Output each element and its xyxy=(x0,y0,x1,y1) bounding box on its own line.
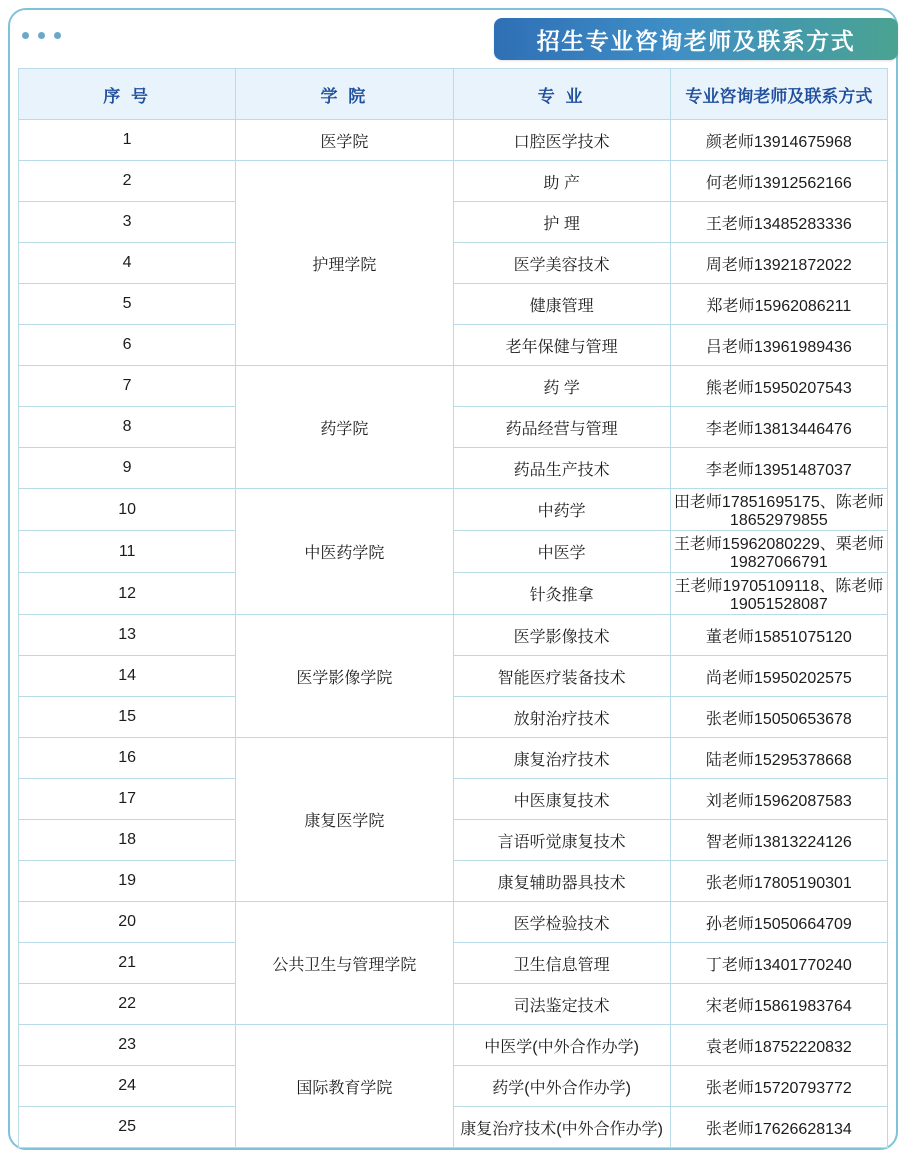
dot-3 xyxy=(54,32,61,39)
cell-teacher: 张老师15720793772 xyxy=(670,1066,887,1107)
table-row xyxy=(19,902,888,943)
cell-no: 7 xyxy=(19,366,236,407)
table-header-row xyxy=(19,69,888,120)
table-row xyxy=(19,779,888,820)
cell-teacher: 李老师13813446476 xyxy=(670,407,887,448)
table-row xyxy=(19,284,888,325)
table-row xyxy=(19,984,888,1025)
decorative-dots xyxy=(22,32,61,39)
table-row xyxy=(19,820,888,861)
cell-major: 智能医疗装备技术 xyxy=(453,656,670,697)
cell-teacher: 熊老师15950207543 xyxy=(670,366,887,407)
cell-no: 17 xyxy=(19,779,236,820)
table-header xyxy=(19,69,888,120)
column-header-college: 学 院 xyxy=(236,69,453,120)
cell-college: 国际教育学院 xyxy=(236,1025,453,1148)
cell-major: 中医康复技术 xyxy=(453,779,670,820)
cell-no: 20 xyxy=(19,902,236,943)
cell-teacher: 周老师13921872022 xyxy=(670,243,887,284)
cell-teacher: 吕老师13961989436 xyxy=(670,325,887,366)
cell-no: 18 xyxy=(19,820,236,861)
title-banner xyxy=(494,18,898,60)
cell-college: 护理学院 xyxy=(236,161,453,366)
cell-no: 13 xyxy=(19,615,236,656)
cell-no: 23 xyxy=(19,1025,236,1066)
cell-college: 公共卫生与管理学院 xyxy=(236,902,453,1025)
cell-no: 16 xyxy=(19,738,236,779)
cell-teacher: 丁老师13401770240 xyxy=(670,943,887,984)
cell-no: 1 xyxy=(19,120,236,161)
cell-no: 21 xyxy=(19,943,236,984)
table-row xyxy=(19,1066,888,1107)
cell-college: 中医药学院 xyxy=(236,489,453,615)
cell-major: 中医学 xyxy=(453,531,670,573)
table-row xyxy=(19,243,888,284)
table-row xyxy=(19,573,888,615)
cell-teacher: 张老师17626628134 xyxy=(670,1107,887,1148)
cell-teacher: 郑老师15962086211 xyxy=(670,284,887,325)
table-row xyxy=(19,861,888,902)
majors-table xyxy=(18,68,888,1148)
cell-no: 9 xyxy=(19,448,236,489)
cell-teacher: 王老师19705109118、陈老师19051528087 xyxy=(670,573,887,615)
cell-major: 康复治疗技术 xyxy=(453,738,670,779)
cell-no: 25 xyxy=(19,1107,236,1148)
cell-teacher: 田老师17851695175、陈老师18652979855 xyxy=(670,489,887,531)
cell-no: 6 xyxy=(19,325,236,366)
cell-teacher: 宋老师15861983764 xyxy=(670,984,887,1025)
cell-college: 医学影像学院 xyxy=(236,615,453,738)
cell-major: 老年保健与管理 xyxy=(453,325,670,366)
cell-teacher: 张老师15050653678 xyxy=(670,697,887,738)
table-row xyxy=(19,120,888,161)
cell-teacher: 智老师13813224126 xyxy=(670,820,887,861)
cell-no: 15 xyxy=(19,697,236,738)
table-row xyxy=(19,489,888,531)
table-row xyxy=(19,1107,888,1148)
cell-major: 中药学 xyxy=(453,489,670,531)
cell-major: 司法鉴定技术 xyxy=(453,984,670,1025)
cell-major: 药品生产技术 xyxy=(453,448,670,489)
table-row xyxy=(19,407,888,448)
table-row xyxy=(19,615,888,656)
cell-major: 医学美容技术 xyxy=(453,243,670,284)
cell-major: 助 产 xyxy=(453,161,670,202)
dot-1 xyxy=(22,32,29,39)
cell-major: 中医学(中外合作办学) xyxy=(453,1025,670,1066)
column-header-no: 序 号 xyxy=(19,69,236,120)
cell-no: 10 xyxy=(19,489,236,531)
cell-no: 14 xyxy=(19,656,236,697)
cell-major: 针灸推拿 xyxy=(453,573,670,615)
cell-college: 医学院 xyxy=(236,120,453,161)
table-row xyxy=(19,448,888,489)
cell-college: 药学院 xyxy=(236,366,453,489)
cell-teacher: 尚老师15950202575 xyxy=(670,656,887,697)
cell-major: 放射治疗技术 xyxy=(453,697,670,738)
cell-major: 药学(中外合作办学) xyxy=(453,1066,670,1107)
table-row xyxy=(19,325,888,366)
cell-no: 22 xyxy=(19,984,236,1025)
table-row xyxy=(19,697,888,738)
cell-major: 药品经营与管理 xyxy=(453,407,670,448)
cell-major: 医学影像技术 xyxy=(453,615,670,656)
cell-major: 护 理 xyxy=(453,202,670,243)
column-header-teacher: 专业咨询老师及联系方式 xyxy=(670,69,887,120)
table-row xyxy=(19,656,888,697)
cell-major: 口腔医学技术 xyxy=(453,120,670,161)
cell-teacher: 王老师15962080229、栗老师19827066791 xyxy=(670,531,887,573)
cell-no: 2 xyxy=(19,161,236,202)
cell-teacher: 张老师17805190301 xyxy=(670,861,887,902)
cell-no: 12 xyxy=(19,573,236,615)
cell-no: 8 xyxy=(19,407,236,448)
column-header-major: 专 业 xyxy=(453,69,670,120)
cell-teacher: 颜老师13914675968 xyxy=(670,120,887,161)
cell-teacher: 李老师13951487037 xyxy=(670,448,887,489)
table-row xyxy=(19,202,888,243)
table-body xyxy=(19,120,888,1148)
table-row xyxy=(19,943,888,984)
cell-college: 康复医学院 xyxy=(236,738,453,902)
table-row xyxy=(19,531,888,573)
dot-2 xyxy=(38,32,45,39)
cell-major: 言语听觉康复技术 xyxy=(453,820,670,861)
cell-teacher: 孙老师15050664709 xyxy=(670,902,887,943)
page-title: 招生专业咨询老师及联系方式 xyxy=(536,27,856,54)
cell-teacher: 王老师13485283336 xyxy=(670,202,887,243)
cell-no: 5 xyxy=(19,284,236,325)
majors-table-container xyxy=(18,68,888,1148)
cell-no: 24 xyxy=(19,1066,236,1107)
cell-major: 健康管理 xyxy=(453,284,670,325)
cell-no: 19 xyxy=(19,861,236,902)
table-row xyxy=(19,366,888,407)
table-row xyxy=(19,738,888,779)
table-row xyxy=(19,161,888,202)
cell-major: 卫生信息管理 xyxy=(453,943,670,984)
table-row xyxy=(19,1025,888,1066)
cell-major: 医学检验技术 xyxy=(453,902,670,943)
cell-teacher: 董老师15851075120 xyxy=(670,615,887,656)
cell-teacher: 陆老师15295378668 xyxy=(670,738,887,779)
cell-major: 康复治疗技术(中外合作办学) xyxy=(453,1107,670,1148)
cell-teacher: 何老师13912562166 xyxy=(670,161,887,202)
cell-no: 4 xyxy=(19,243,236,284)
cell-major: 药 学 xyxy=(453,366,670,407)
cell-no: 11 xyxy=(19,531,236,573)
cell-no: 3 xyxy=(19,202,236,243)
cell-teacher: 袁老师18752220832 xyxy=(670,1025,887,1066)
cell-major: 康复辅助器具技术 xyxy=(453,861,670,902)
cell-teacher: 刘老师15962087583 xyxy=(670,779,887,820)
